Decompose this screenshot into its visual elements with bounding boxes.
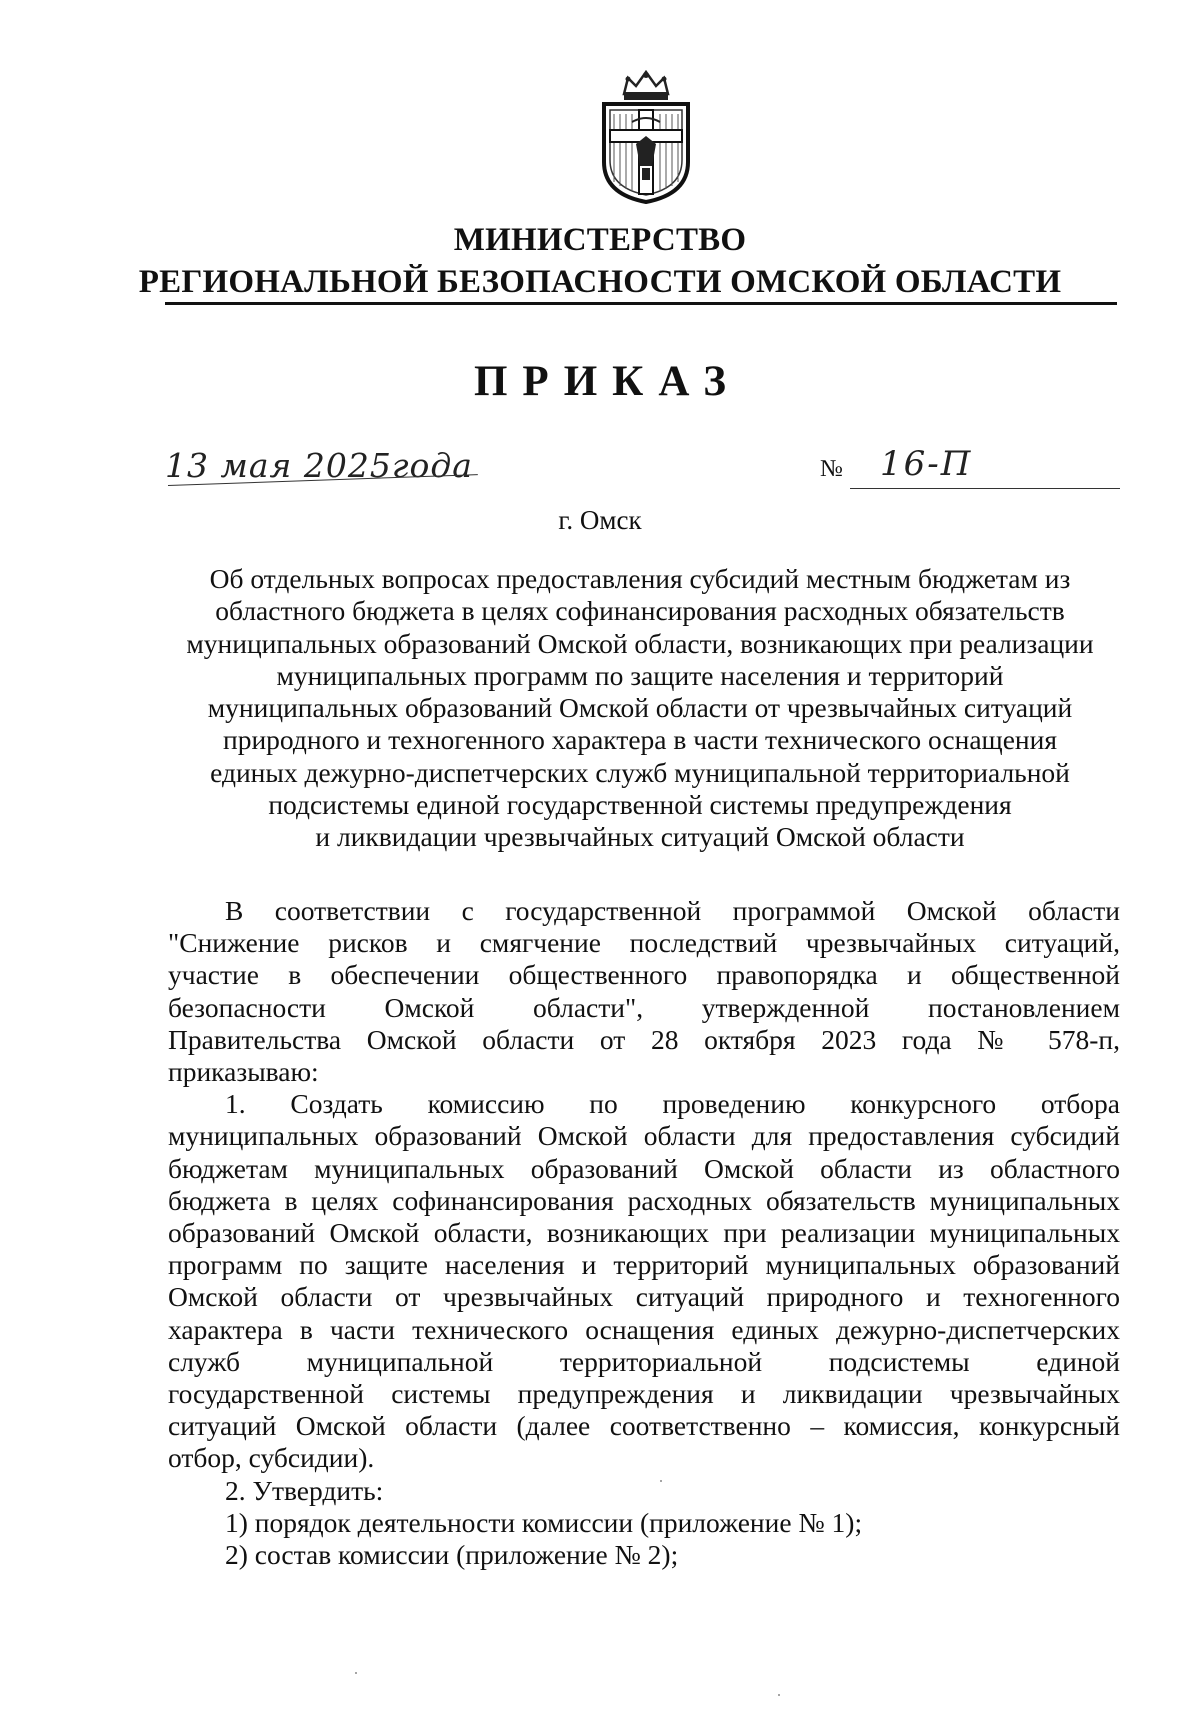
body-line: безопасности Омской области", утвержденной постановлением (168, 991, 1120, 1023)
title-line: единых дежурно-диспетчерских служб муниципальной территориальной (210, 756, 1070, 788)
body-line: Омской области от чрезвычайных ситуаций природного и техногенного (168, 1281, 1120, 1313)
item-2-1-paragraph: 1) порядок деятельности комиссии (приложение № 1); (225, 1506, 863, 1538)
title-line: муниципальных программ по защите населения и территорий (276, 659, 1004, 691)
body-line: программ по защите населения и территорий муниципальных образований (168, 1249, 1120, 1281)
scan-speck (660, 1480, 662, 1482)
body-line: муниципальных образований Омской области для предоставления субсидий (168, 1120, 1120, 1152)
document-number: 16-П (880, 444, 973, 484)
preamble-paragraph (168, 895, 1120, 1088)
scan-speck (778, 1694, 780, 1696)
document-city: г. Омск (558, 505, 642, 535)
title-line: областного бюджета в целях софинансирования расходных обязательств (215, 595, 1065, 627)
body-line: бюджета в целях софинансирования расходных обязательств муниципальных (168, 1184, 1120, 1216)
body-line: "Снижение рисков и смягчение последствий чрезвычайных ситуаций, (168, 927, 1120, 959)
body-line: образований Омской области, возникающих при реализации муниципальных (168, 1217, 1120, 1249)
body-line: участие в обеспечении общественного правопорядка и общественной (168, 959, 1120, 991)
title-line: и ликвидации чрезвычайных ситуаций Омской области (315, 821, 965, 853)
body-line: Правительства Омской области от 28 октября 2023 года № 578-п, (168, 1023, 1120, 1055)
ministry-name-line1: МИНИСТЕРСТВО (453, 222, 747, 258)
number-underline (850, 488, 1120, 489)
scan-speck (355, 1672, 357, 1674)
body-line: государственной системы предупреждения и ликвидации чрезвычайных (168, 1378, 1120, 1410)
body-line: 1. Создать комиссию по проведению конкурсного отбора (225, 1088, 1120, 1120)
title-line: муниципальных образований Омской области, возникающих при реализации (186, 627, 1094, 659)
document-type: ПРИКАЗ (473, 358, 742, 405)
item-2-paragraph: 2. Утвердить: (225, 1474, 384, 1506)
body-line: приказываю: (168, 1056, 319, 1088)
ministry-name-line2: РЕГИОНАЛЬНОЙ БЕЗОПАСНОСТИ ОМСКОЙ ОБЛАСТИ (138, 264, 1062, 300)
body-line: отбор, субсидии). (168, 1442, 375, 1474)
title-line: Об отдельных вопросах предоставления субсидий местным бюджетам из (209, 563, 1071, 594)
item-2-2-paragraph: 2) состав комиссии (приложение № 2); (225, 1539, 679, 1571)
body-line: характера в части технического оснащения единых дежурно-диспетчерских (168, 1313, 1120, 1345)
title-line: природного и техногенного характера в части технического оснащения (222, 724, 1057, 756)
header-divider (165, 302, 1117, 305)
body-line: В соответствии с государственной программой Омской области (225, 895, 1120, 926)
body-line: служб муниципальной территориальной подсистемы единой (168, 1345, 1120, 1377)
item-1-paragraph (168, 1088, 1120, 1474)
document-date: 13 мая 2025года (165, 446, 473, 485)
document-body (168, 895, 1120, 1571)
document-title (150, 563, 1130, 854)
number-sign: № (820, 456, 843, 482)
coat-of-arms-icon (596, 70, 696, 204)
title-line: подсистемы единой государственной системы предупреждения (268, 789, 1012, 821)
title-line: муниципальных образований Омской области от чрезвычайных ситуаций (207, 692, 1073, 724)
body-line: бюджетам муниципальных образований Омской области из областного (168, 1152, 1120, 1184)
body-line: ситуаций Омской области (далее соответственно – комиссия, конкурсный (168, 1410, 1120, 1442)
